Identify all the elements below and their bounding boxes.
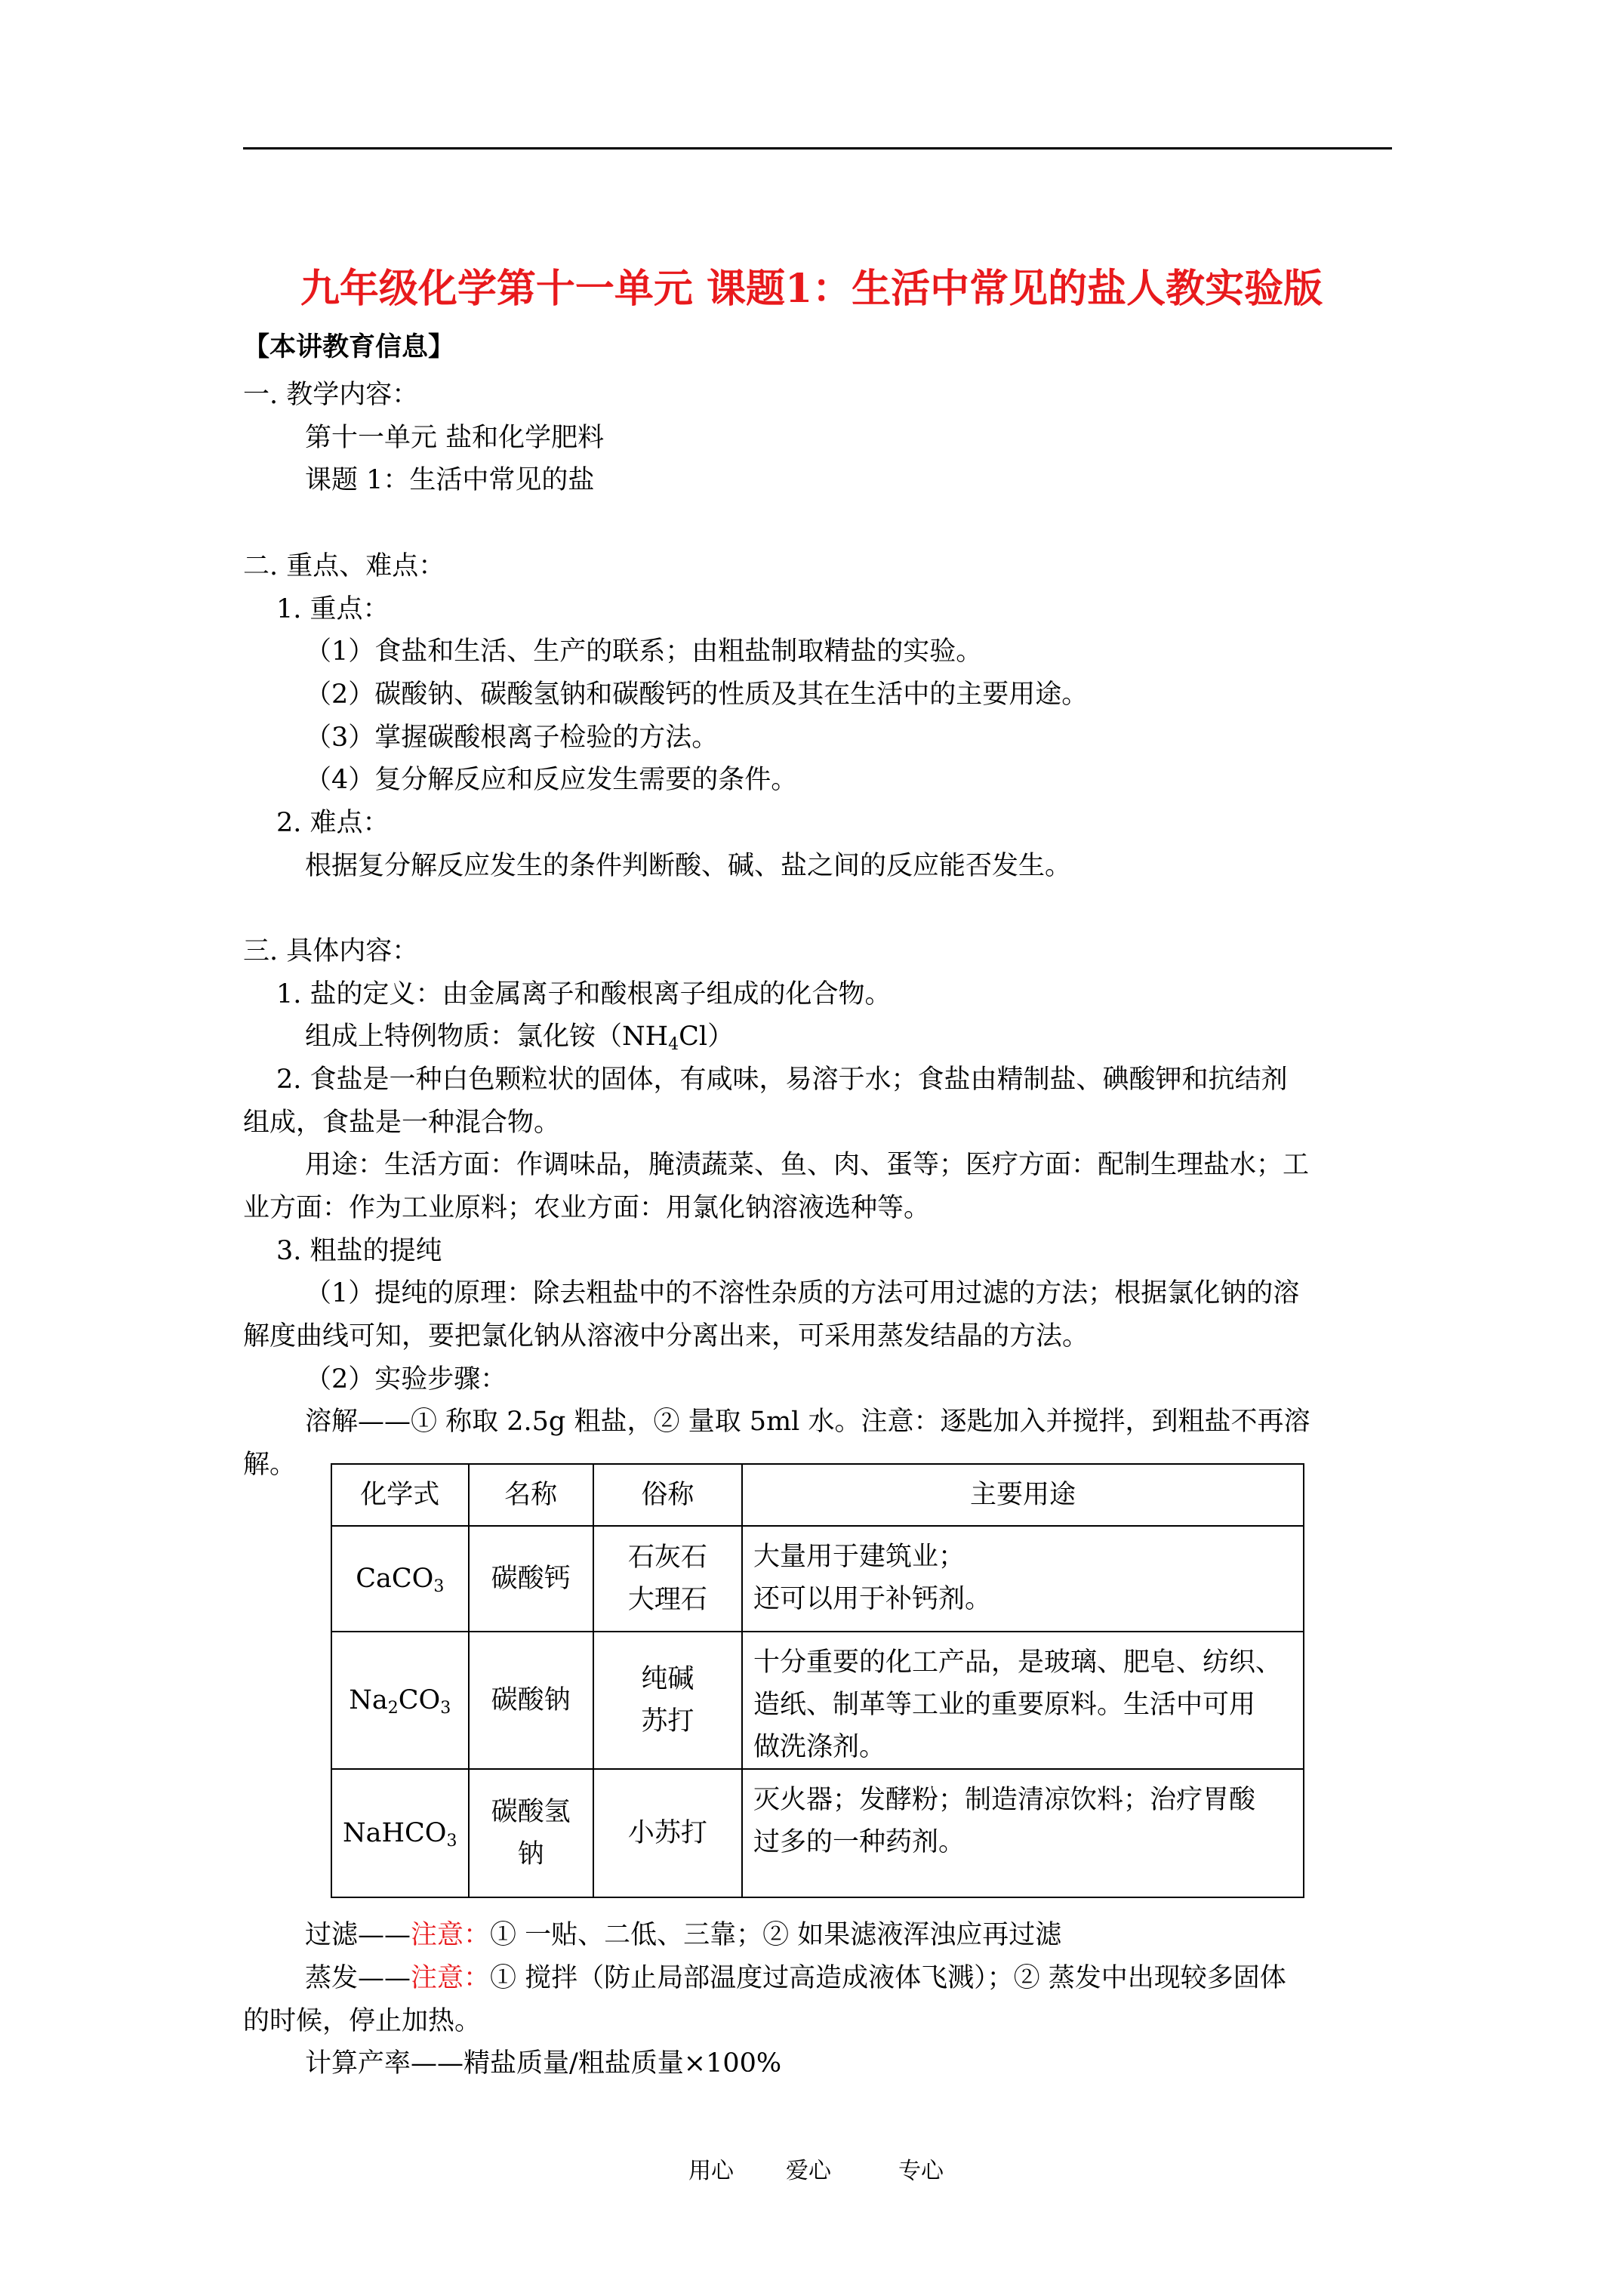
use-cell-line: 灭火器；发酵粉；制造清凉饮料；治疗胃酸 xyxy=(753,1785,1256,1815)
common-name-cell-line: 纯碱 xyxy=(641,1664,694,1694)
evaporate-step: 蒸发——注意：① 搅拌（防止局部温度过高造成液体飞溅）；② 蒸发中出现较多固体 xyxy=(305,1963,1286,1993)
name-cell-line: 碳酸钙 xyxy=(491,1564,571,1594)
purification-heading: 3. 粗盐的提纯 xyxy=(276,1236,442,1266)
s1-line2: 课题 1：生活中常见的盐 xyxy=(305,465,595,495)
formula-cell: $Na_2CO_3$ xyxy=(331,1632,469,1769)
page-title: 九年级化学第十一单元 课题1：生活中常见的盐人教实验版 xyxy=(300,266,1323,312)
s2-p1-item: （2）碳酸钠、碳酸氢钠和碳酸钙的性质及其在生活中的主要用途。 xyxy=(305,680,1089,710)
use-cell-line: 造纸、制革等工业的重要原料。生活中可用 xyxy=(753,1690,1256,1720)
dissolve-step-line2: 解。 xyxy=(243,1450,297,1480)
use-cell-line: 十分重要的化工产品，是玻璃、肥皂、纺织、 xyxy=(753,1647,1283,1678)
principle-line2: 解度曲线可知，要把氯化钠从溶液中分离出来，可采用蒸发结晶的方法。 xyxy=(243,1321,1089,1351)
use-cell xyxy=(742,1526,1304,1632)
use-cell-line: 过多的一种药剂。 xyxy=(753,1827,965,1857)
evaporate-step-line2: 的时候，停止加热。 xyxy=(243,2006,482,2036)
principle-line1: （1）提纯的原理：除去粗盐中的不溶性杂质的方法可用过滤的方法；根据氯化钠的溶 xyxy=(305,1278,1300,1308)
use-cell-line: 大量用于建筑业； xyxy=(753,1542,965,1572)
header-rule xyxy=(243,147,1392,149)
name-cell-line: 钠 xyxy=(517,1839,544,1869)
table-header-row xyxy=(331,1464,1304,1526)
s3-heading: 三. 具体内容： xyxy=(243,936,419,966)
footer-text: 专心 xyxy=(898,2158,944,2184)
use-cell xyxy=(742,1769,1304,1897)
filter-note-label: 注意： xyxy=(411,1920,491,1950)
table-salt-line1: 2. 食盐是一种白色颗粒状的固体，有咸味，易溶于水；食盐由精制盐、碘酸钾和抗结剂 xyxy=(276,1065,1288,1095)
salt-definition: 1. 盐的定义：由金属离子和酸根离子组成的化合物。 xyxy=(276,979,892,1009)
common-name-cell xyxy=(593,1526,742,1632)
name-cell-line: 碳酸氢 xyxy=(491,1797,571,1827)
common-name-cell xyxy=(593,1769,742,1897)
salt-special-example: 组成上特例物质：氯化铵$(NH_4Cl)$ xyxy=(305,1022,735,1054)
table-header-cell: 名称 xyxy=(469,1464,593,1526)
common-name-cell-line: 苏打 xyxy=(641,1706,694,1737)
common-name-cell-line: 石灰石 xyxy=(627,1542,707,1573)
name-cell xyxy=(469,1526,593,1632)
table-header-cell: 主要用途 xyxy=(742,1464,1304,1526)
dissolve-step-line1: 溶解——① 称取 2.5g 粗盐，② 量取 5ml 水。注意：逐匙加入并搅拌，到粗盐不再溶 xyxy=(305,1407,1310,1437)
name-cell xyxy=(469,1769,593,1897)
footer-text: 用心 xyxy=(688,2158,734,2184)
common-name-cell xyxy=(593,1632,742,1769)
common-name-cell-line: 小苏打 xyxy=(627,1818,707,1848)
use-cell-line: 做洗涤剂。 xyxy=(753,1732,886,1762)
footer-text: 爱心 xyxy=(786,2158,831,2184)
uses-line1: 用途：生活方面：作调味品，腌渍蔬菜、鱼、肉、蛋等；医疗方面：配制生理盐水；工 xyxy=(305,1150,1310,1180)
use-cell xyxy=(742,1632,1304,1769)
evaporate-note-label: 注意： xyxy=(411,1963,491,1993)
name-cell xyxy=(469,1632,593,1769)
filter-step: 过滤——注意：① 一贴、二低、三靠；② 如果滤液浑浊应再过滤 xyxy=(305,1920,1062,1950)
s2-p1-item: （3）掌握碳酸根离子检验的方法。 xyxy=(305,723,719,753)
common-name-cell-line: 大理石 xyxy=(627,1585,707,1615)
section-header: 【本讲教育信息】 xyxy=(243,331,455,362)
s2-p1-item: （1）食盐和生活、生产的联系；由粗盐制取精盐的实验。 xyxy=(305,636,983,667)
use-cell-line: 还可以用于补钙剂。 xyxy=(753,1584,992,1614)
table-row xyxy=(331,1769,1304,1897)
steps-heading: （2）实验步骤： xyxy=(305,1364,507,1395)
s2-heading: 二. 重点、难点： xyxy=(243,551,445,581)
table-row xyxy=(331,1632,1304,1769)
salts-table xyxy=(331,1463,1304,1898)
formula-cell: NaHCO$_3$ xyxy=(331,1769,469,1897)
table-header-cell: 化学式 xyxy=(331,1464,469,1526)
s2-p1-label: 1. 重点： xyxy=(276,594,390,624)
s2-p2-label: 2. 难点： xyxy=(276,808,390,838)
s1-heading: 一. 教学内容： xyxy=(243,380,419,410)
table-header-cell: 俗称 xyxy=(593,1464,742,1526)
s1-line1: 第十一单元 盐和化学肥料 xyxy=(305,423,605,453)
formula-cell: CaCO$_3$ xyxy=(331,1526,469,1632)
uses-line2: 业方面：作为工业原料；农业方面：用氯化钠溶液选种等。 xyxy=(243,1193,931,1223)
s2-p2-text: 根据复分解反应发生的条件判断酸、碱、盐之间的反应能否发生。 xyxy=(305,851,1072,881)
table-salt-line2: 组成，食盐是一种混合物。 xyxy=(243,1108,561,1138)
yield-calculation: 计算产率——精盐质量/粗盐质量×100% xyxy=(305,2048,782,2079)
name-cell-line: 碳酸钠 xyxy=(491,1685,571,1715)
s2-p1-item: （4）复分解反应和反应发生需要的条件。 xyxy=(305,765,798,795)
table-row xyxy=(331,1526,1304,1632)
